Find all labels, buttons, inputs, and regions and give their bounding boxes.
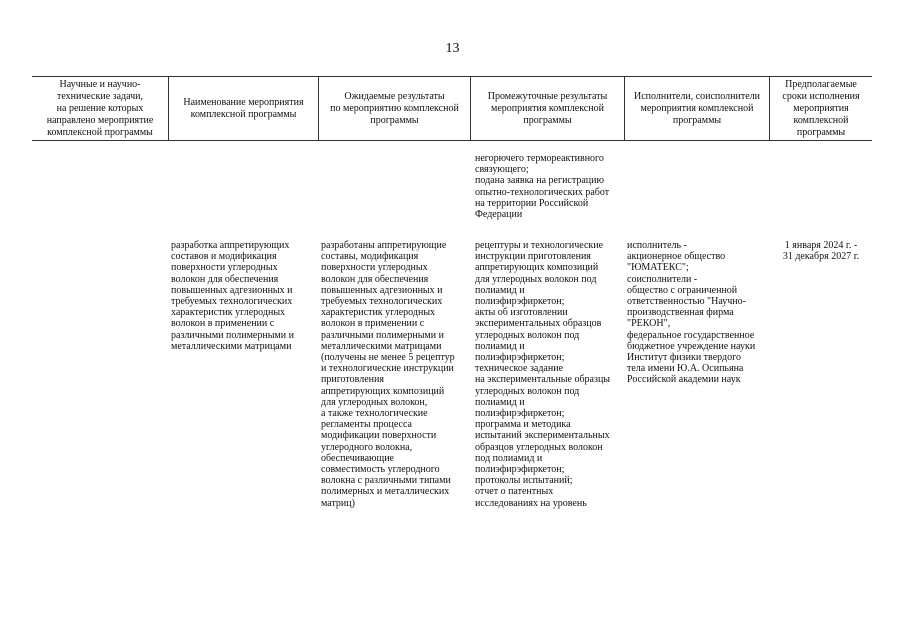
header-deadlines — [769, 77, 872, 140]
header-executors — [624, 77, 769, 140]
page-number: 13 — [445, 41, 460, 56]
header-tasks — [32, 77, 168, 140]
row-deadlines: 1 января 2024 г. - 31 декабря 2027 г. — [782, 240, 860, 263]
header-intermediate-results-label: Промежуточные результаты мероприятия комплексной программы — [487, 90, 608, 126]
header-intermediate-results — [470, 77, 624, 140]
row-executors: исполнитель - акционерное общество "ЮМАТЕКС"; соисполнители - общество с ограниченной ответственностью "Научно- производственная фирма "РЕКОН", федеральное государственное бюджетное учреждение науки Институт физики твердого тела имени Ю.А. Осипьяна Российской академии наук — [627, 240, 756, 386]
header-tasks-label: Научные и научно- технические задачи, на решение которых направлено мероприятие комплексной программы — [46, 78, 154, 138]
table-header — [32, 76, 872, 141]
header-event-name-label: Наименование мероприятия комплексной программы — [183, 96, 304, 120]
header-expected-results — [318, 77, 470, 140]
row-event-name: разработка аппретирующих составов и модификация поверхности углеродных волокон для обеспечения повышенных адгезионных и требуемых технологических характеристик углеродных волокон в применении с различными полимерными и металлическими матрицами — [171, 240, 294, 352]
header-executors-label: Исполнители, соисполнители мероприятия комплексной программы — [633, 90, 760, 126]
header-event-name — [168, 77, 318, 140]
header-deadlines-label: Предполагаемые сроки исполнения мероприятия комплексной программы — [782, 78, 860, 138]
header-expected-results-label: Ожидаемые результаты по мероприятию комплексной программы — [330, 90, 459, 126]
row-intermediate-results: рецептуры и технологические инструкции приготовления аппретирующих композиций для углеродных волокон под полиамид и полиэфирэфиркетон; акты об изготовлении экспериментальных образцов углеродных волокон под полиамид и полиэфирэфиркетон; техническое задание на экспериментальные образцы углеродных волокон под полиамид и полиэфирэфиркетон; программа и методика испытаний экспериментальных образцов углеродных волокон под полиамид и полиэфирэфиркетон; протоколы испытаний; отчет о патентных исследованиях на уровень — [475, 240, 611, 509]
continuation-intermediate-results: негорючего термореактивного связующего; подана заявка на регистрацию опытно-технологических работ на территории Российской Федерации — [475, 153, 610, 221]
row-expected-results: разработаны аппретирующие составы, модификация поверхности углеродных волокон для обеспечения повышенных адгезионных и требуемых технологических характеристик углеродных волокон в применении с различными полимерными и металлическими матрицами (получены не менее 5 рецептур и технологические инструкции приготовления аппретирующих композиций для углеродных волокон, а также технологические регламенты процесса модификации поверхности углеродного волокна, обеспечивающие совместимость углеродного волокна с различными типами полимерных и металлических матриц) — [321, 240, 455, 509]
